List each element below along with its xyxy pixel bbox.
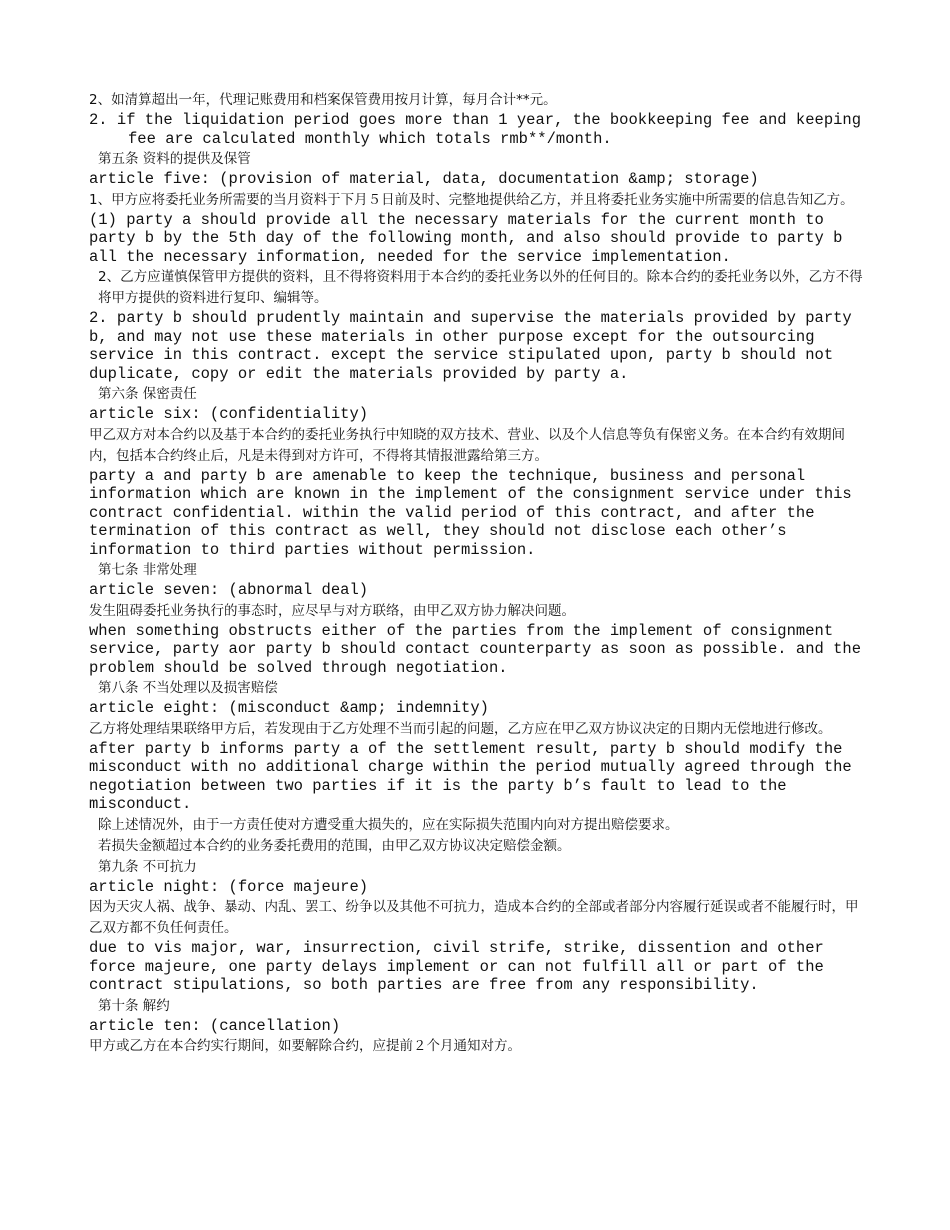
article-seven-heading-en: article seven: (abnormal deal) <box>89 581 369 599</box>
clause-4-item-2-en: 2. if the liquidation period goes more than 1 year, the bookkeeping fee and keeping fee are calculated monthly which totals rmb**/month. <box>89 111 862 148</box>
article-ten-heading-en: article ten: (cancellation) <box>89 1016 341 1035</box>
article-ten-body-zh: 甲方或乙方在本合约实行期间，如要解除合约，应提前２个月通知对方。 <box>89 1038 521 1054</box>
article-five-heading-zh: 第五条 资料的提供及保管 <box>98 151 251 167</box>
article-seven-body-en: when something obstructs either of the parties from the implement of consignment service, party aor party b should contact counterparty as soon as possible. and the problem should be solved through negotiation. <box>89 621 862 677</box>
article-eight-heading-zh: 第八条 不当处理以及损害赔偿 <box>98 680 278 696</box>
article-five-item-2-zh: 2、乙方应谨慎保管甲方提供的资料，且不得将资料用于本合约的委托业务以外的任何目的。除本合约的委托业务以外，乙方不得将甲方提供的资料进行复印、编辑等。 <box>98 269 863 306</box>
article-six-body-zh: 甲乙双方对本合约以及基于本合约的委托业务执行中知晓的双方技术、营业、以及个人信息等负有保密义务。在本合约有效期间内，包括本合约终止后，凡是未得到对方许可，不得将其情报泄露给第三方。 <box>89 426 845 464</box>
article-five-item-1-zh: 1、甲方应将委托业务所需要的当月资料于下月５日前及时、完整地提供给乙方，并且将委托业务实施中所需要的信息告知乙方。 <box>89 191 854 208</box>
article-six-heading-zh: 第六条 保密责任 <box>98 386 197 402</box>
article-six-body-en: party a and party b are amenable to keep the technique, business and personal information which are known in the implement of the consignment service under this contract confidential. within the valid period of this contract, and after the termination of this contract as well, they should not disclose each other’s information to third parties without permission. <box>89 466 852 559</box>
clause-4-item-2-zh: 2、如清算超出一年，代理记账费用和档案保管费用按月计算，每月合计**元。 <box>89 92 557 108</box>
article-five-heading-en: article five: (provision of material, data, documentation &amp; storage) <box>89 170 759 188</box>
article-nine-body-en: due to vis major, war, insurrection, civil strife, strike, dissention and other force majeure, one party delays implement or can not fulfill all or part of the contract stipulations, so both parties are free from any responsibility. <box>89 939 824 994</box>
article-ten-heading-zh: 第十条 解约 <box>98 997 170 1014</box>
article-eight-heading-en: article eight: (misconduct &amp; indemnity) <box>89 699 489 717</box>
article-eight-body-zh: 乙方将处理结果联络甲方后，若发现由于乙方处理不当而引起的问题，乙方应在甲乙双方协议决定的日期内无偿地进行修改。 <box>89 720 832 737</box>
article-seven-body-zh: 发生阻碍委托业务执行的事态时，应尽早与对方联络，由甲乙双方协力解决问题。 <box>89 602 575 619</box>
article-nine-heading-zh: 第九条 不可抗力 <box>98 858 197 875</box>
article-nine-body-zh: 因为天灾人祸、战争、暴动、内乱、罢工、纷争以及其他不可抗力，造成本合约的全部或者部分内容履行延误或者不能履行时，甲乙双方都不负任何责任。 <box>89 899 859 936</box>
article-six-heading-en: article six: (confidentiality) <box>89 405 369 423</box>
article-nine-heading-en: article night: (force majeure) <box>89 877 369 896</box>
article-five-item-1-en: (1) party a should provide all the necessary materials for the current month to party b by the 5th day of the following month, and also should provide to party b all the necessary information, needed for the service implementation. <box>89 210 843 266</box>
article-eight-compensation-zh: 除上述情况外，由于一方责任使对方遭受重大损失的，应在实际损失范围内向对方提出赔偿要求。 <box>98 816 679 833</box>
article-eight-body-en: after party b informs party a of the settlement result, party b should modify the misconduct with no additional charge within the period mutually agreed through the negotiation between two parties if it is the party b’s fault to lead to the misconduct. <box>89 739 852 813</box>
article-five-item-2-en: 2. party b should prudently maintain and supervise the materials provided by party b, and may not use these materials in other purpose except for the outsourcing service in this contract. except the service stipulated upon, party b should not duplicate, copy or edit the materials provided by party a. <box>89 309 852 383</box>
contract-document <box>89 90 864 1057</box>
article-seven-heading-zh: 第七条 非常处理 <box>98 562 197 578</box>
article-eight-amount-zh: 若损失金额超过本合约的业务委托费用的范围，由甲乙双方协议决定赔偿金额。 <box>98 837 571 854</box>
